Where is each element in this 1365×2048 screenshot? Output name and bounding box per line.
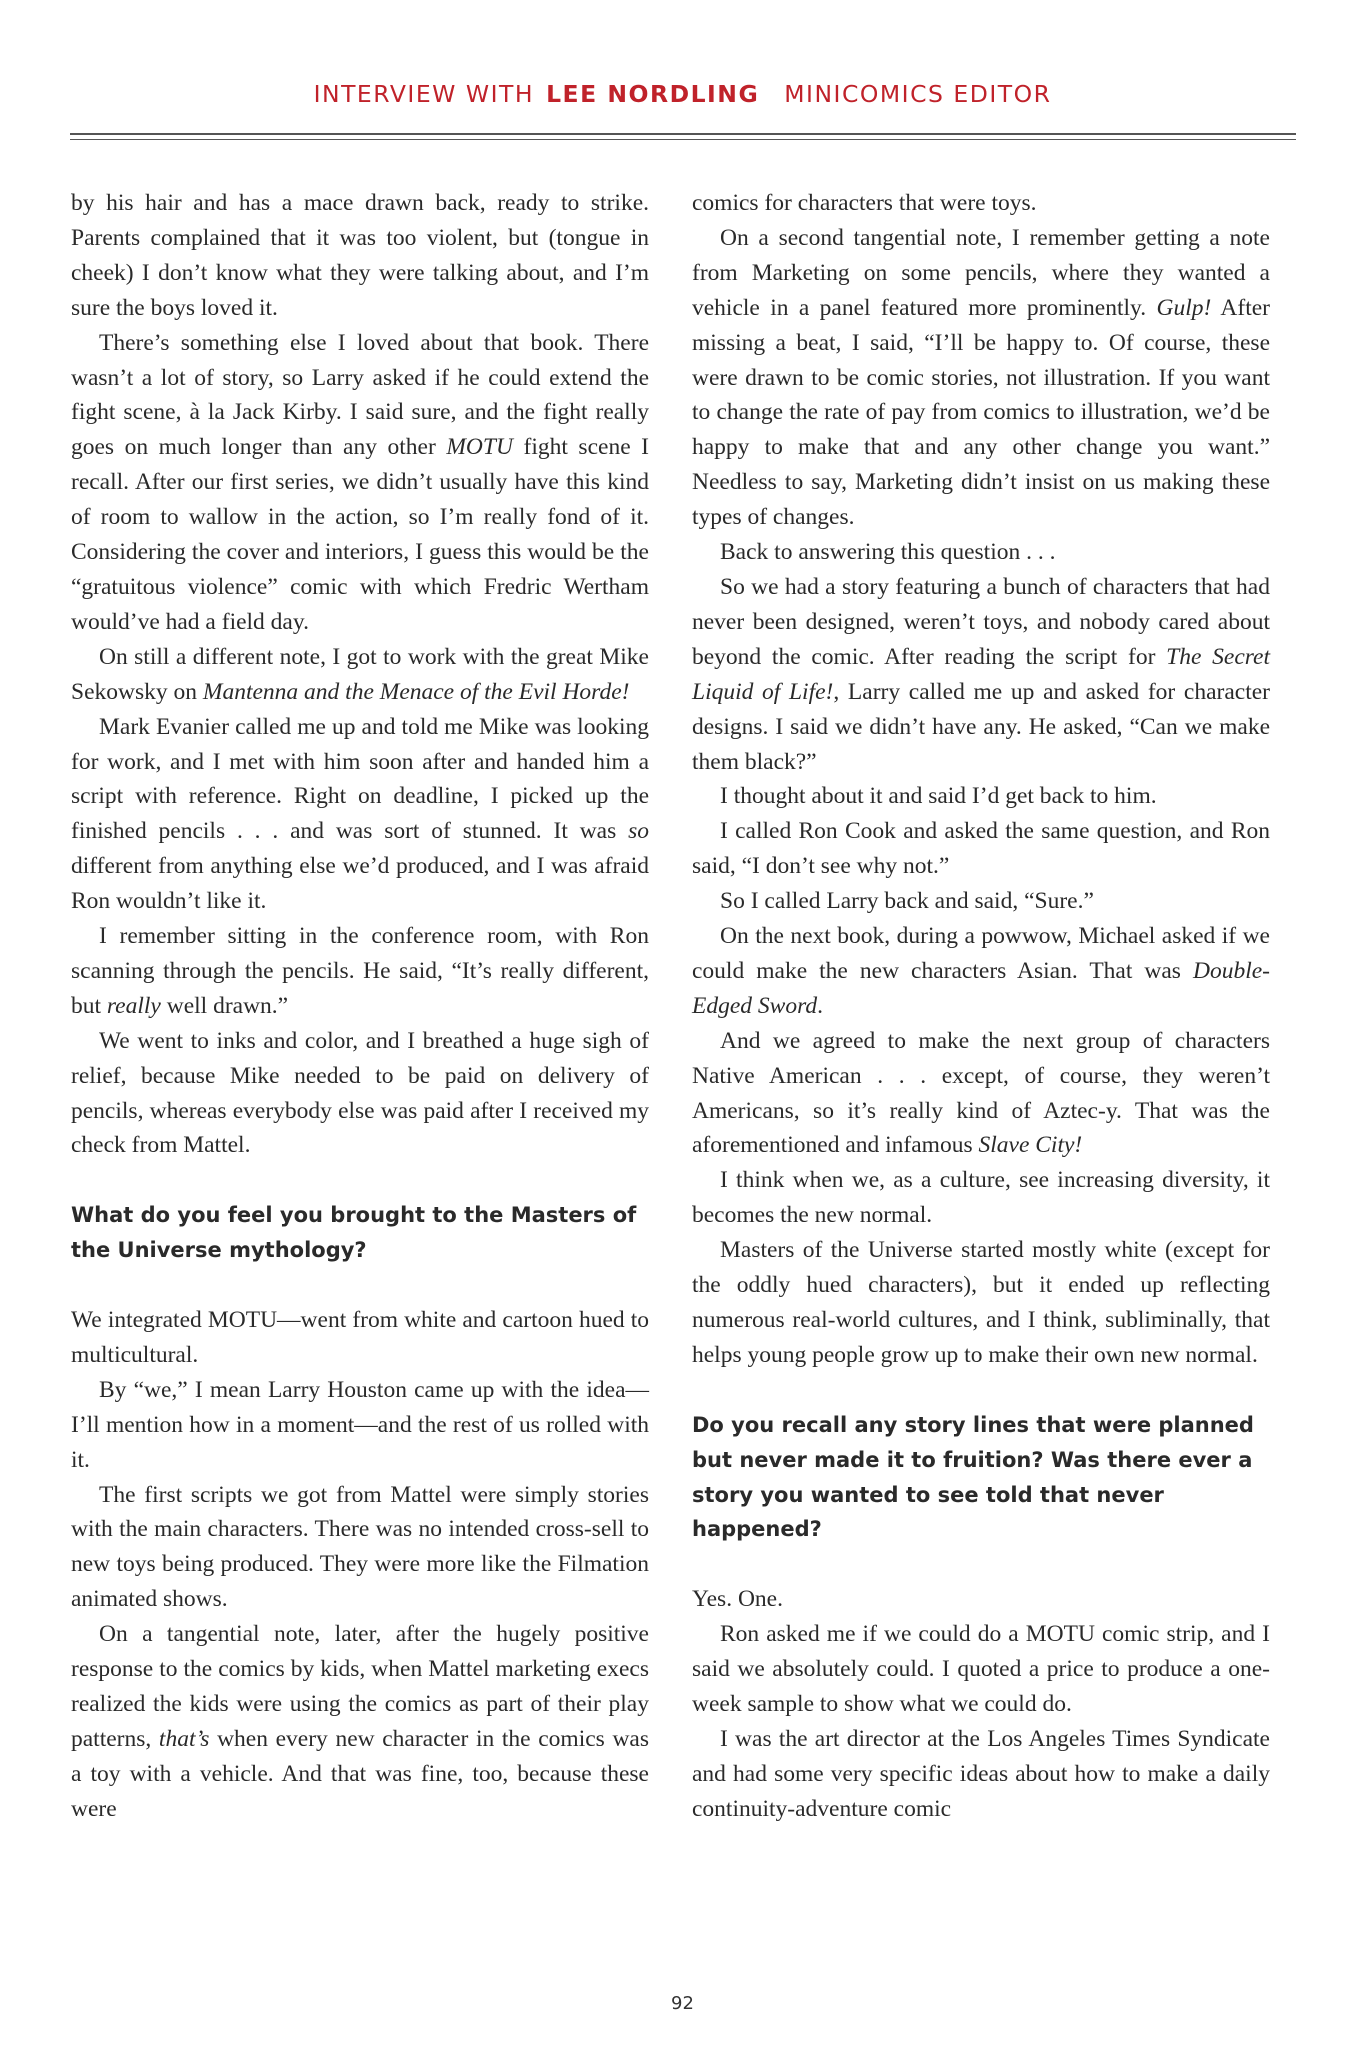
paragraph: I thought about it and said I’d get back to him. xyxy=(720,783,1157,810)
paragraph: On the next book, during a powwow, Michael asked if we could make the new characters Asian. That was Double-Edged Sword. xyxy=(692,923,1270,1019)
paragraph: On still a different note, I got to work with the great Mike Sekowsky on Mantenna and the Menace of the Evil Horde! xyxy=(71,643,649,705)
paragraph: comics for characters that were toys. xyxy=(692,190,1037,216)
paragraph: Ron asked me if we could do a MOTU comic strip, and I said we absolutely could. I quoted a price to produce a one-week sample to show what we could do. xyxy=(692,1621,1270,1717)
header-rule-bottom xyxy=(70,139,1296,140)
interview-question: Do you recall any story lines that were planned but never made it to fruition? Was there ever a story you wanted to see told that never happened? xyxy=(692,1412,1254,1542)
paragraph: And we agreed to make the next group of characters Native American . . . except, of course, they weren’t Americans, so it’s really kind of Aztec-y. That was the aforementioned and infamous Slave City! xyxy=(692,1027,1270,1159)
paragraph: The first scripts we got from Mattel were simply stories with the main characters. There was no intended cross-sell to new toys being produced. They were more like the Filmation animated shows. xyxy=(71,1481,649,1613)
header-suffix: MINICOMICS EDITOR xyxy=(784,80,1052,108)
paragraph: I think when we, as a culture, see increasing diversity, it becomes the new normal. xyxy=(692,1167,1270,1229)
paragraph: Back to answering this question . . . xyxy=(720,539,1056,566)
paragraph: We integrated MOTU—went from white and cartoon hued to multicultural. xyxy=(71,1306,649,1368)
paragraph: So we had a story featuring a bunch of characters that had never been designed, weren’t toys, and nobody cared about beyond the comic. After reading the script for The Secret Liquid of Life!, Larry called me up and asked for character designs. I said we didn’t have any. He asked, “Can we make them black?” xyxy=(692,573,1271,775)
paragraph: On a tangential note, later, after the hugely positive response to the comics by kids, when Mattel marketing execs realized the kids were using the comics as part of their play patterns, that’s when every new character in the comics was a toy with a vehicle. And that was fine, too, because these were xyxy=(71,1621,650,1822)
running-header xyxy=(0,80,1365,108)
paragraph: There’s something else I loved about that book. There wasn’t a lot of story, so Larry asked if he could extend the fight scene, à la Jack Kirby. I said sure, and the fight really goes on much longer than any other MOTU fight scene I recall. After our first series, we didn’t usually have this kind of room to wallow in the action, so I’m really fond of it. Considering the cover and interiors, I guess this would be the “gratuitous violence” comic with which Fredric Wertham would’ve had a field day. xyxy=(71,329,649,635)
right-column xyxy=(692,186,1270,1827)
header-rule-top xyxy=(70,133,1296,135)
paragraph: I remember sitting in the conference room, with Ron scanning through the pencils. He said, “It’s really different, but really well drawn.” xyxy=(71,923,649,1019)
paragraph: I was the art director at the Los Angeles Times Syndicate and had some very specific ideas about how to make a daily continuity-adventure comic xyxy=(692,1725,1270,1822)
paragraph: On a second tangential note, I remember getting a note from Marketing on some pencils, where they wanted a vehicle in a panel featured more prominently. Gulp! After missing a beat, I said, “I’ll be happy to. Of course, these were drawn to be comic stories, not illustration. If you want to change the rate of pay from comics to illustration, we’d be happy to make that and any other change you want.” Needless to say, Marketing didn’t insist on us making these types of changes. xyxy=(692,224,1270,531)
header-prefix: INTERVIEW WITH xyxy=(313,80,535,108)
paragraph: Masters of the Universe started mostly white (except for the oddly hued characters), but it ended up reflecting numerous real-world cultures, and I think, subliminally, that helps young people grow up to make their own new normal. xyxy=(692,1237,1270,1368)
paragraph: By “we,” I mean Larry Houston came up with the idea—I’ll mention how in a moment—and the rest of us rolled with it. xyxy=(71,1376,649,1473)
paragraph: So I called Larry back and said, “Sure.” xyxy=(720,888,1094,915)
left-column xyxy=(71,186,649,1827)
paragraph: I called Ron Cook and asked the same question, and Ron said, “I don’t see why not.” xyxy=(692,818,1270,880)
paragraph: by his hair and has a mace drawn back, ready to strike. Parents complained that it was too violent, but (tongue in cheek) I don’t know what they were talking about, and I’m sure the boys loved it. xyxy=(71,190,649,321)
paragraph: Mark Evanier called me up and told me Mike was looking for work, and I met with him soon after and handed him a script with reference. Right on deadline, I picked up the finished pencils . . . and was sort of stunned. It was so different from anything else we’d produced, and I was afraid Ron wouldn’t like it. xyxy=(71,713,649,915)
page-number: 92 xyxy=(671,1993,694,2014)
paragraph: We went to inks and color, and I breathed a huge sigh of relief, because Mike needed to be paid on delivery of pencils, whereas everybody else was paid after I received my check from Mattel. xyxy=(71,1027,649,1159)
paragraph: Yes. One. xyxy=(692,1586,783,1613)
interview-question: What do you feel you brought to the Masters of the Universe mythology? xyxy=(71,1203,637,1263)
header-name: LEE NORDLING xyxy=(546,80,760,108)
